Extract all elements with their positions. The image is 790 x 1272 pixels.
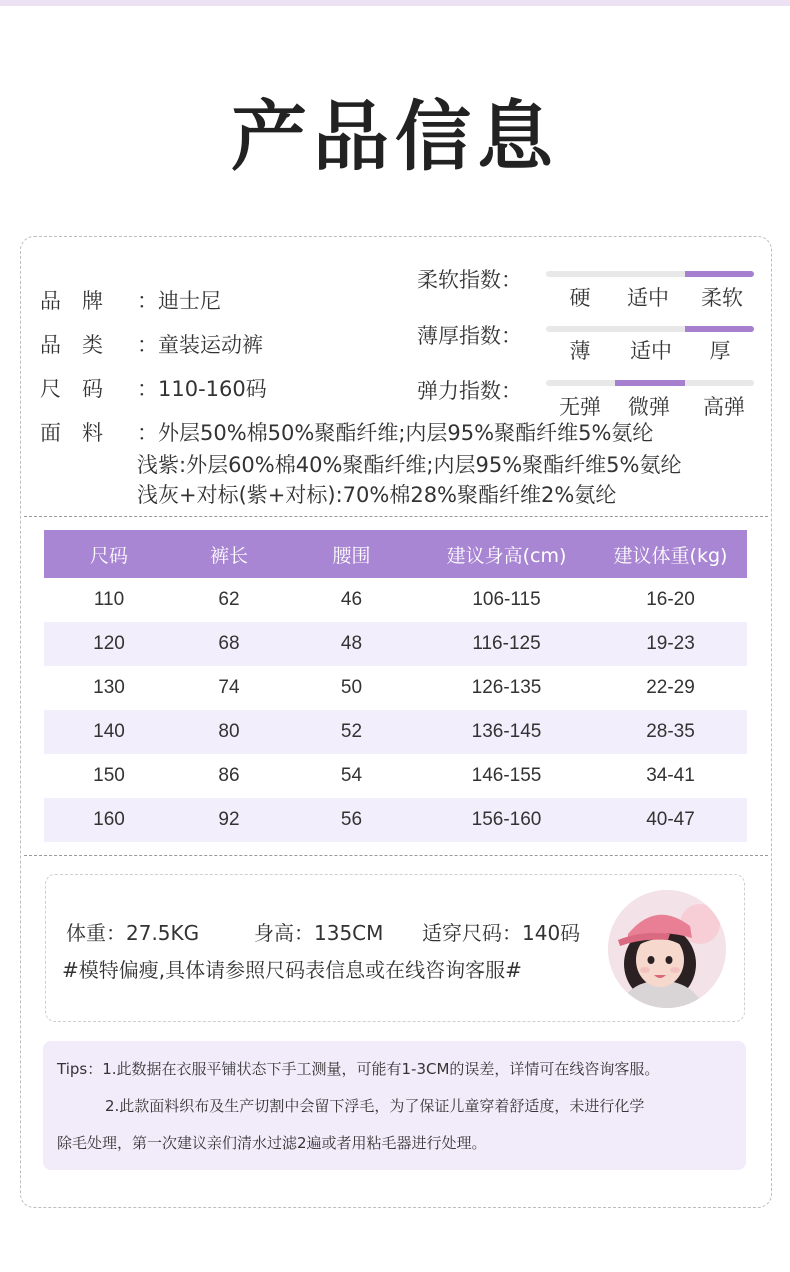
thickness-index-fill [685, 326, 754, 332]
table-header-cell: 尺码 [89, 544, 128, 567]
table-cell: 92 [218, 809, 240, 830]
page-title: 产品信息 [231, 92, 559, 181]
thickness-index-track [546, 326, 754, 332]
table-row [44, 666, 747, 710]
table-cell: 160 [93, 809, 125, 830]
table-cell: 62 [218, 589, 240, 610]
info-value: 110-160码 [158, 377, 267, 401]
thickness-option: 厚 [709, 339, 731, 363]
table-cell: 68 [218, 633, 240, 654]
info-label: 品 牌 [40, 289, 103, 313]
elasticity-option: 无弹 [559, 395, 601, 419]
elasticity-index-track [546, 380, 754, 386]
tip-line: Tips：1.此数据在衣服平铺状态下手工测量，可能有1-3CM的误差，详情可在线咨询客服。 [57, 1060, 660, 1078]
info-colon: ： [137, 377, 158, 401]
section-divider [24, 855, 768, 856]
elasticity-index-fill [615, 380, 684, 386]
model-note: #模特偏瘦,具体请参照尺码表信息或在线咨询客服# [62, 958, 522, 982]
model-avatar-illustration [608, 890, 726, 1008]
table-row [44, 754, 747, 798]
top-accent-bar [0, 0, 790, 6]
softness-index-fill [685, 271, 754, 277]
thickness-index-label: 薄厚指数： [417, 324, 522, 348]
tip-line: 除毛处理，第一次建议亲们清水过滤2遍或者用粘毛器进行处理。 [57, 1134, 487, 1152]
table-cell: 106-115 [472, 589, 541, 610]
table-cell: 56 [340, 809, 363, 830]
table-cell: 120 [93, 633, 125, 654]
info-label: 尺 码 [40, 377, 103, 401]
softness-option: 适中 [627, 286, 669, 310]
fabric-extra-line: 浅灰+对标(紫+对标):70%棉28%聚酯纤维2%氨纶 [137, 483, 617, 507]
softness-index-track [546, 271, 754, 277]
thickness-option: 薄 [569, 339, 591, 363]
model-weight: 体重：27.5KG [66, 921, 200, 945]
table-cell: 52 [340, 721, 363, 742]
softness-index-label: 柔软指数： [417, 268, 522, 292]
table-cell: 74 [218, 677, 240, 698]
info-row-category [40, 330, 263, 360]
model-avatar [608, 890, 726, 1008]
size-table [44, 530, 747, 842]
info-colon: ： [137, 333, 158, 357]
table-row [44, 710, 747, 754]
table-cell: 140 [93, 721, 125, 742]
fabric-extra-line: 浅紫:外层60%棉40%聚酯纤维;内层95%聚酯纤维5%氨纶 [137, 453, 682, 477]
table-cell: 126-135 [471, 677, 542, 698]
table-cell: 110 [93, 589, 125, 610]
table-cell: 46 [340, 589, 363, 610]
table-cell: 22-29 [646, 677, 695, 698]
table-cell: 54 [340, 765, 363, 786]
table-cell: 16-20 [646, 589, 695, 610]
softness-option: 柔软 [701, 286, 743, 310]
elasticity-option: 微弹 [628, 395, 670, 419]
table-cell: 19-23 [646, 633, 695, 654]
softness-option: 硬 [569, 286, 591, 310]
table-cell: 40-47 [646, 809, 695, 830]
table-cell: 86 [218, 765, 240, 786]
info-colon: ： [137, 289, 158, 313]
tip-line: 2.此款面料织布及生产切割中会留下浮毛，为了保证儿童穿着舒适度，未进行化学 [105, 1097, 645, 1115]
table-cell: 136-145 [471, 721, 542, 742]
table-cell: 130 [93, 677, 125, 698]
info-label: 面 料 [40, 421, 103, 445]
info-row-fabric [40, 418, 653, 448]
table-row [44, 578, 747, 622]
info-row-size [40, 374, 267, 404]
table-cell: 34-41 [646, 765, 695, 786]
table-header-cell: 腰围 [332, 544, 371, 567]
info-row-brand [40, 286, 221, 316]
elasticity-option: 高弹 [703, 395, 745, 419]
info-value: 外层50%棉50%聚酯纤维;内层95%聚酯纤维5%氨纶 [158, 421, 654, 445]
table-cell: 116-125 [472, 633, 541, 654]
info-colon: ： [137, 421, 158, 445]
info-label: 品 类 [40, 333, 103, 357]
table-row [44, 798, 747, 842]
table-cell: 50 [340, 677, 363, 698]
table-cell: 80 [218, 721, 240, 742]
table-cell: 156-160 [471, 809, 542, 830]
thickness-option: 适中 [630, 339, 672, 363]
table-cell: 150 [93, 765, 125, 786]
model-height: 身高：135CM [254, 921, 384, 945]
table-row [44, 622, 747, 666]
table-header-cell: 裤长 [209, 544, 248, 567]
section-divider [24, 516, 768, 517]
info-value: 迪士尼 [158, 289, 221, 313]
table-cell: 48 [340, 633, 363, 654]
table-cell: 28-35 [646, 721, 695, 742]
table-cell: 146-155 [471, 765, 542, 786]
elasticity-index-label: 弹力指数： [417, 379, 522, 403]
table-header-row [44, 530, 747, 578]
table-header-cell: 建议体重(kg) [613, 544, 728, 567]
table-header-cell: 建议身高(cm) [446, 544, 567, 567]
info-value: 童装运动裤 [158, 333, 263, 357]
model-fit-size: 适穿尺码：140码 [422, 921, 581, 945]
